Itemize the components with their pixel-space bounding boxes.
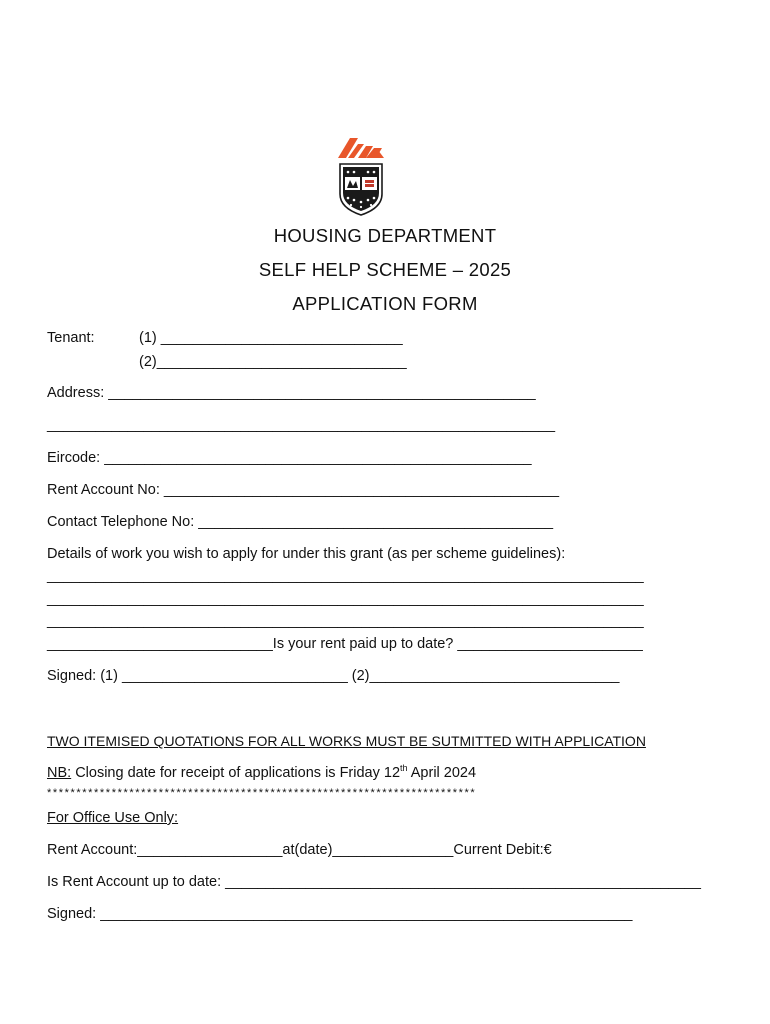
closing-sup: th [400,763,408,774]
details-line-1[interactable]: __________________________________________________________________________ [47,568,644,584]
tenant-1-field[interactable]: (1) ______________________________ [139,330,403,346]
nb-label: NB: [47,765,72,781]
quotations-notice: TWO ITEMISED QUOTATIONS FOR ALL WORKS MUST BE SUTMITTED WITH APPLICATION [47,733,646,749]
shield-icon [340,164,382,215]
tenant-2-field[interactable]: (2)_______________________________ [139,354,407,370]
office-use-heading: For Office Use Only: [47,810,179,826]
council-crest-logo [336,136,386,216]
tenant-row-1 [47,329,403,347]
office-signed-field[interactable]: Signed: __________________________________________________________________ [47,906,633,922]
tenant-row-2 [47,353,407,371]
details-line-2[interactable]: __________________________________________________________________________ [47,591,644,607]
form-heading: APPLICATION FORM [292,293,478,314]
address-field-2[interactable]: _______________________________________________________________ [47,417,556,433]
closing-date-note [47,764,476,782]
closing-end: April 2024 [407,765,477,781]
details-label: Details of work you wish to apply for under this grant (as per scheme guidelines): [47,546,566,562]
signed-field[interactable]: Signed: (1) ____________________________ (2)_______________________________ [47,668,620,684]
tenant-label: Tenant: [47,330,95,346]
details-line-3[interactable]: __________________________________________________________________________ [47,613,644,629]
separator-line: ************************************************************************* [47,787,477,799]
address-field-1[interactable]: Address: _____________________________________________________ [47,385,536,401]
office-up-to-date-field[interactable]: Is Rent Account up to date: ___________________________________________________________ [47,874,701,890]
office-rent-account-field[interactable]: Rent Account:__________________at(date)_______________Current Debit:€ [47,842,552,858]
telephone-field[interactable]: Contact Telephone No: ____________________________________________ [47,514,554,530]
details-rent-line[interactable]: ____________________________Is your rent paid up to date? _______________________ [47,636,643,652]
eircode-field[interactable]: Eircode: _____________________________________________________ [47,450,532,466]
rent-account-field[interactable]: Rent Account No: _________________________________________________ [47,482,560,498]
department-heading: HOUSING DEPARTMENT [273,225,497,246]
orange-chevron-mark [338,138,384,158]
closing-text: Closing date for receipt of applications is Friday 12 [71,765,401,781]
scheme-heading: SELF HELP SCHEME – 2025 [258,259,512,280]
